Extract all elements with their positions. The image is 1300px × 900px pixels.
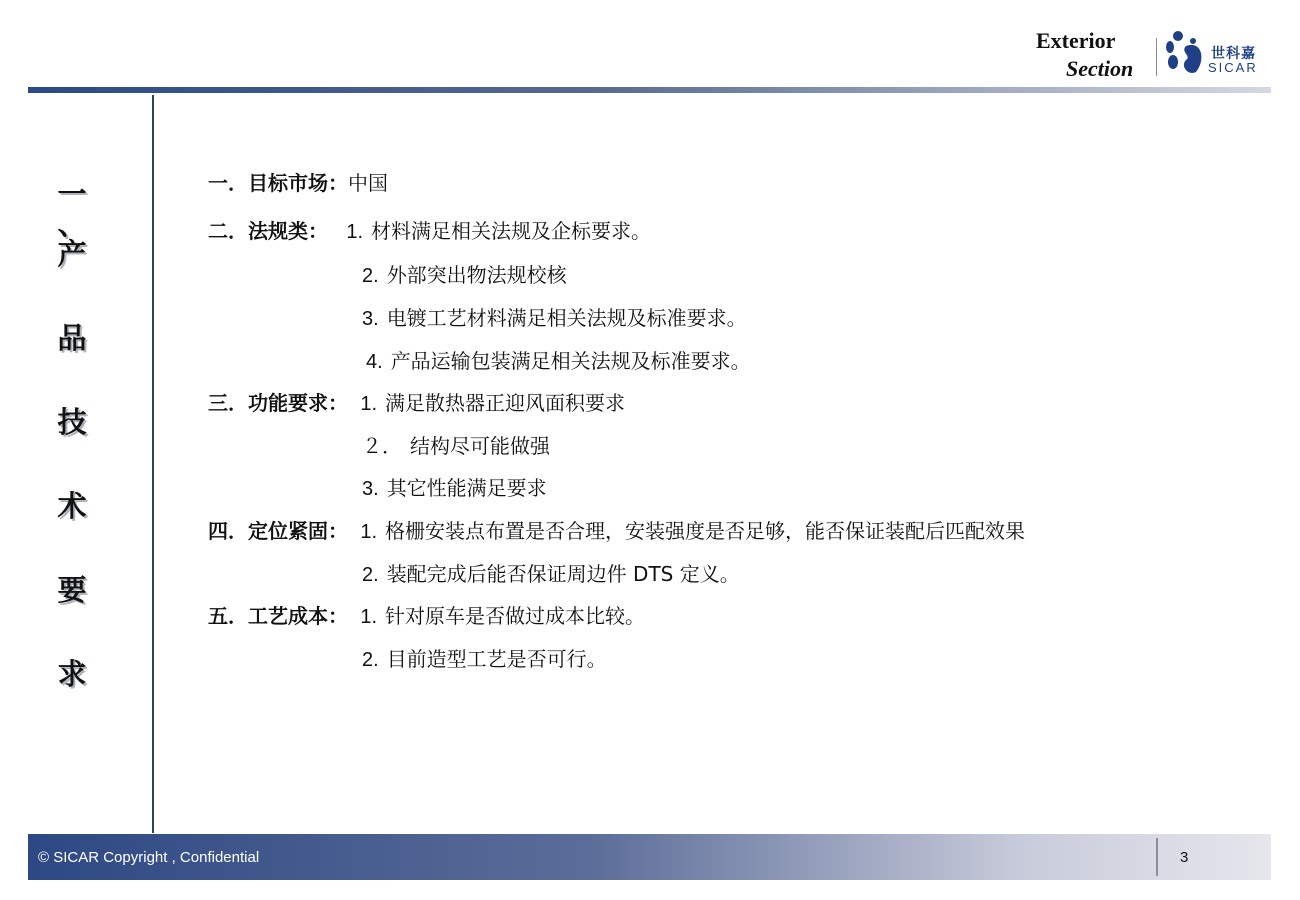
item-text: 结构尽可能做强 — [410, 434, 550, 458]
vertical-title-char: 一 — [57, 177, 87, 211]
footer-band — [28, 834, 1271, 880]
list-item — [362, 430, 550, 459]
list-item — [362, 472, 547, 501]
item-text: 电镀工艺材料满足相关法规及标准要求。 — [386, 306, 747, 330]
vertical-title-char: 技 — [57, 405, 87, 439]
item-number: 1. — [360, 606, 378, 628]
item-number: 3. — [362, 478, 379, 500]
section-regulations — [208, 215, 651, 244]
section-target-market — [208, 167, 388, 196]
section-text: 中国 — [348, 171, 388, 195]
item-number: 2. — [362, 649, 379, 671]
vertical-title-char: 术 — [57, 489, 87, 523]
header-title-line2: Section — [1066, 56, 1134, 81]
item-text: 针对原车是否做过成本比较。 — [385, 604, 646, 628]
header-divider — [1156, 38, 1157, 76]
list-item — [362, 302, 747, 331]
item-text: 目前造型工艺是否可行。 — [386, 647, 607, 671]
copyright-text: © SICAR Copyright , Confidential — [38, 849, 260, 866]
section-heading: 四．定位紧固： — [208, 519, 348, 543]
item-text: 外部突出物法规校核 — [386, 263, 567, 287]
list-item — [362, 558, 740, 587]
item-number: 2. — [362, 265, 379, 287]
item-text: 其它性能满足要求 — [386, 476, 547, 500]
item-text: 格栅安装点布置是否合理，安装强度是否足够，能否保证装配后匹配效果 — [385, 519, 1026, 543]
list-item — [366, 345, 751, 374]
sicar-logo-icon — [1166, 30, 1206, 76]
page-number: 3 — [1180, 849, 1189, 866]
vertical-title-char: 求 — [57, 657, 87, 691]
section-function — [208, 387, 625, 416]
item-text: 材料满足相关法规及企标要求。 — [371, 219, 652, 243]
item-number: 1. — [360, 393, 378, 415]
section-heading: 五．工艺成本： — [208, 604, 348, 628]
section-process-cost — [208, 600, 645, 629]
vertical-title-char: 、 — [57, 207, 87, 241]
section-fixing — [208, 515, 1025, 544]
item-number: 1. — [360, 521, 378, 543]
logo-chinese-name: 世科嘉 — [1211, 46, 1256, 62]
header-band — [28, 87, 1271, 93]
logo-english-name: SICAR — [1208, 60, 1258, 75]
left-divider-line — [152, 95, 154, 833]
footer-divider — [1156, 838, 1158, 876]
item-number: 1. — [346, 221, 364, 243]
item-number: 4. — [366, 351, 383, 373]
item-text: 装配完成后能否保证周边件 DTS 定义。 — [386, 562, 740, 586]
list-item — [362, 259, 567, 288]
item-number: 3. — [362, 308, 379, 330]
header-title-line1: Exterior — [1036, 28, 1116, 53]
section-heading: 二．法规类： — [208, 219, 328, 243]
item-number: ２． — [362, 436, 402, 458]
item-text: 满足散热器正迎风面积要求 — [385, 391, 626, 415]
vertical-title-char: 品 — [57, 321, 87, 355]
list-item — [362, 643, 607, 672]
section-heading: 三．功能要求： — [208, 391, 348, 415]
item-text: 产品运输包装满足相关法规及标准要求。 — [390, 349, 751, 373]
vertical-title-char: 产 — [57, 237, 87, 271]
section-heading: 一．目标市场： — [208, 171, 348, 195]
item-number: 2. — [362, 564, 379, 586]
vertical-title-char: 要 — [57, 573, 87, 607]
